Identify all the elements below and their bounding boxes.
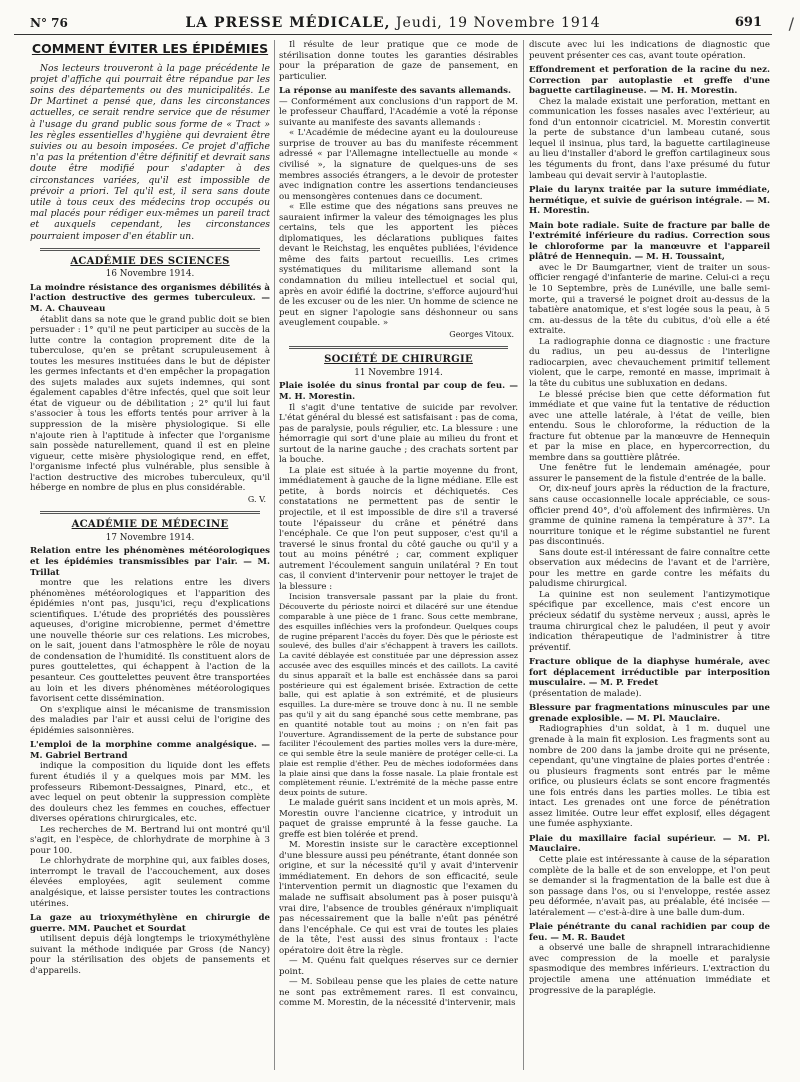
header-rule [14,34,772,35]
intro-paragraph: Nos lecteurs trouveront à la page précédente le projet d'affiche qui pourrait être répandue par les soins des départements ou des municipalités. Le Dr Martinet a pensé que, dans les circonstances actuelles, ce serait rendre service que de résumer à l'usage du grand public sous forme de « Tract » les règles essentielles d'hygiène qui devraient être suivies ou au besoin imposées. Ce projet d'affiche n'a pas la prétention d'être définitif et devrait sans doute être modifié pour s'adapter à des circonstances variées, qu'il est impossible de prévoir a priori. Tel qu'il est, il sera sans doute utile à tous ceux des médecins trop occupés ou mal placés pour rédiger eux-mêmes un pareil tract et auxquels cependant, les circonstances pourraient imposer d'en établir un. [30,62,270,242]
subhead-morphine: L'emploi de la morphine comme analgésique. — M. Gabriel Bertrand [30,740,270,761]
body-sinus-4: M. Morestin insiste sur le caractère exceptionnel d'une blessure aussi peu pénétrante, étant donnée son origine, et sur la nécessité qu'il y avait d'intervenir immédiatement. En dehors de son efficacité, seule l'intervention permit un diagnostic que l'examen du malade ne suffisait absolument pas à poser puisqu'à vrai dire, l'absence de troubles généraux n'impliquait pas nécessairement que la balle n'eût pas pénétré dans l'encéphale. Ce qui est vrai de toutes les plaies de la tête, l'est aussi des sinus frontaux : l'acte opératoire doit être la règle. [279,840,518,956]
body-gaze: utilisent depuis déjà longtemps le trioxyméthylène suivant la méthode indiquée par Gross (de Nancy) pour la stérilisation des objets de pansements et d'appareils. [30,934,270,976]
issue-date: Jeudi, 19 Novembre 1914 [395,15,601,31]
body-sinus-3: Le malade guérit sans incident et un mois après, M. Morestin ouvre l'ancienne cicatrice, y introduit un paquet de graisse emprunté à la fesse gauche. La greffe est bien tolérée et prend. [279,798,518,840]
body-radiale-2: La radiographie donna ce diagnostic : une fracture du radius, un peu au-dessus de l'interligne radiocarpien, avec chevauchement primitif tellement violent, que le carpe, remonté en masse, imprimait à la tête du cubitus une subluxation en dedans. [529,336,770,389]
body-radiale-3: Le blessé précise bien que cette déformation fut immédiate et que vaine fut la tentative de réduction avec une attelle latérale, à l'état de veille, bien entendu. Sous le chloroforme, la réduction de la fracture fut obtenue par la manœuvre de Hennequin et par la mise en place, en hypercorrection, du membre dans sa gouttière plâtrée. [529,389,770,463]
issue-number: N° 76 [30,16,68,30]
margin-mark: / [788,14,794,33]
section-date-sciences: 16 Novembre 1914. [105,269,195,280]
subhead-gaze: La gaze au trioxyméthylène en chirurgie de guerre. MM. Pauchet et Sourdat [30,913,270,934]
body-humerale: (présentation de malade). [529,688,642,699]
body-sinus-2: La plaie est située à la partie moyenne du front, immédiatement à gauche de la ligne médiane. Elle est petite, à bords noircis et déchiquetés. Ces constatations ne permettent pas de sentir le projectile, et il est impossible de dire s'il a traversé toute l'épaisseur du crâne et pénétré dans l'encéphale. Ce que l'on peut supposer, c'est qu'il a traversé le sinus frontal du côté gauche ou qu'il y a tout au moins pénétré ; car, comment expliquer autrement l'écoulement sanguin unilatéral ? En tout cas, il convient d'intervenir pour nettoyer le trajet de la blessure : [279,465,518,592]
section-title-medecine: ACADÉMIE DE MÉDECINE [71,519,229,531]
column-divider-1 [274,40,275,1070]
column-3 [529,40,770,1070]
body-gaze-cont: Il résulte de leur pratique que ce mode de stérilisation donne toutes les garanties désirables pour la préparation de gaze de pansement, en particulier. [279,40,518,82]
body-sinus: Il s'agit d'une tentative de suicide par revolver. L'état général du blessé est satisfaisant : pas de coma, pas de paralysie, pouls régulier, etc. La blessure : une hémorragie qui sort d'une plaie au milieu du front et surtout de la narine gauche ; des crachats sortent par la bouche. [279,402,518,466]
journal-name: LA PRESSE MÉDICALE, [185,15,391,31]
section-separator [289,346,508,349]
subhead-sinus: Plaie isolée du sinus frontal par coup de feu. — M. H. Morestin. [279,381,518,402]
quote-2: « Elle estime que des négations sans preuves ne sauraient infirmer la valeur des témoignages les plus certains, tels que les apportent les pièces diplomatiques, les déclarations publiques faites devant le Reichstag, les enquêtes publiées, l'évidence même des faits partout recueillis. Les crimes systématiques du militarisme allemand sont la condamnation du milieu intellectuel et social qui, après en avoir édifié la doctrine, s'efforce aujourd'hui de les excuser ou de les nier. Un homme de science ne peut en signer l'apologie sans déshonneur ou sans aveuglement coupable. » [279,202,518,329]
body-morphine-3: Le chlorhydrate de morphine qui, aux faibles doses, interrompt le travail de l'accouchement, aux doses élevées employées, agit seulement comme analgésique, et laisse persister toutes les contractions utérines. [30,856,270,909]
subhead-resistance: La moindre résistance des organismes débilités à l'action destructive des germes tuberculeux. — M. A. Chauveau [30,282,270,314]
subhead-reponse: La réponse au manifeste des savants allemands. [279,86,511,97]
body-meteo: montre que les relations entre les divers phénomènes météorologiques et l'apparition des épidémies n'ont pas, jusqu'ici, reçu d'explications scientifiques. L'étude des propriétés des poussières aqueuses, d'origine microbienne, permet d'émettre une nouvelle théorie sur ces relations. Les microbes, on le sait, jouent dans l'atmosphère le rôle de noyau de condensation de l'humidité. Ils constituent alors de pures gouttelettes, qui échappent à l'action de la pesanteur. Ces gouttelettes peuvent être transportées au loin et les divers phénomènes météorologiques favorisent cette dissémination. [30,578,270,705]
body-resistance: établit dans sa note que le grand public doit se bien persuader : 1° qu'il ne peut participer au succès de la lutte contre la contagion proprement dite de la tuberculose, qu'en se prêtant scrupuleusement à toutes les mesures instituées dans le but de dépister les germes infectants et d'en empêcher la propagation des sujets malades aux sujets indemnes, qui sont également capables d'être infectés, quel que soit leur état de vigueur ou de débilitation ; 2° qu'il lui faut s'associer à tous les efforts tentés pour arriver à la suppression de la misère physiologique. Si elle n'ajoute rien à l'aptitude à infecter que l'organisme sain possède naturellement, quand il est en pleine vigueur, cette misère physiologique rend, en effet, l'organisme infecté plus vulnérable, plus sensible à l'action destructive des microbes tuberculeux, qu'il héberge en nombre de plus en plus considérable. [30,314,270,494]
page-number: 691 [734,15,762,30]
body-cont: discute avec lui les indications de diagnostic que peuvent présenter ces cas, avant toute opération. [529,40,770,61]
body-sinus-small: Incision transversale passant par la plaie du front. Découverte du périoste noirci et dilacéré sur une étendue comparable à une pièce de 1 franc. Sous cette membrane, des esquilles infléchies vers la profondeur. Quelques coups de rugine préparent l'accès du foyer. Dès que le périoste est soulevé, des bulles d'air s'échappent à travers les caillots. La cavité déblayée est constituée par une dépression assez accusée avec des esquilles mincés et des caillots. La cavité du sinus apparaît et la balle est enchâssée dans sa paroi postérieure qui est également brisée. Extraction de cette balle, qui est aplatie à son extrémité, et de plusieurs esquilles. La dure-mère se trouve donc à nu. Il ne semble pas qu'il y ait du sang épanché sous cette membrane, pas en quantité notable tout au moins ; on n'en fait pas l'ouverture. Agrandissement de la perte de substance pour faciliter l'écoulement des parties molles vers la dure-mère, ce qui semble être la seule manière de protéger celle-ci. La plaie est remplie d'éther. Peu de mèches iodoformées dans la plaie ainsi que dans la fosse nasale. La plaie frontale est complètement réunie. L'extrémité de la mèche passe entre deux points de suture. [279,592,518,798]
body-morphine: indique la composition du liquide dont les effets furent étudiés il y a quelques mois par MM. les professeurs Ribemont-Dessaignes, Pinard, etc., et avec lequel on peut obtenir la suppression complète des douleurs chez les femmes en couches, effectuer diverses opérations chirurgicales, etc. [30,761,270,825]
quote-1: « L'Académie de médecine ayant eu la douloureuse surprise de trouver au bas du manifeste récemment adressé « par l'Allemagne intellectuelle au monde « civilisé », la signature de quelques-uns de ses membres associés étrangers, a le devoir de protester avec indignation contre les assertions tendancieuses ou mensongères contenues dans ce document. [279,128,518,202]
section-separator [40,511,260,514]
body-reponse: — Conformément aux conclusions d'un rapport de M. le professeur Chauffard, l'Académie a voté la réponse suivante au manifeste des savants allemands : [279,96,518,128]
body-radiale-5: Or, dix-neuf jours après la réduction de la fracture, sans cause occasionnelle locale appréciable, ce sous-officier prend 40°, d'où affolement des infirmières. Un gramme de quinine ramena la température à 37°. La nourriture tonique et le régime substantiel ne furent pas discontinués. [529,484,770,548]
journal-title [14,15,772,31]
body-meteo-2: On s'explique ainsi le mécanisme de transmission des maladies par l'air et aussi celui de l'origine des épidémies saisonnières. [30,704,270,736]
section-date-medecine: 17 Novembre 1914. [105,532,195,543]
subhead-grenade: Blessure par fragmentations minuscules par une grenade explosible. — M. Pl. Mauclaire. [529,703,770,724]
subhead-meteo: Relation entre les phénomènes météorologiques et les épidémies transmissibles par l'air. — M. Trillat [30,546,270,578]
body-rachidien: a observé une balle de shrapnell intrarachidienne avec compression de la moelle et paralysie spasmodique des membres inférieurs. L'extraction du projectile amena une atténuation immédiate et progressive de la paraplégie. [529,943,770,996]
body-radiale: avec le Dr Baumgartner, vient de traiter un sous-officier rengagé d'infanterie de marine. Celui-ci a reçu le 10 Septembre, près de Lunéville, une balle semi-morte, qui a traversé le poignet droit au-dessus de la tabatière anatomique, et s'est logée sous la peau, à 5 cm. au-dessus de la tête du cubitus, d'où elle a été extraite. [529,262,770,337]
body-morphine-2: Les recherches de M. Bertrand lui ont montré qu'il s'agit, en l'espèce, de chlorhydrate de morphine à 3 pour 100. [30,824,270,856]
subhead-rachidien: Plaie pénétrante du canal rachidien par coup de feu. — M. R. Baudet [529,922,770,943]
column-divider-2 [523,40,524,1070]
section-title-sciences: ACADÉMIE DES SCIENCES [70,255,230,267]
column-2 [279,40,518,1070]
signature-gv: G. V. [247,494,266,504]
body-radiale-6: Sans doute est-il intéressant de faire connaître cette observation aux médecins de l'avant et de l'arrière, pour les mettre en garde contre les méfaits du paludisme chirurgical. [529,547,770,590]
body-radiale-7: La quinine est non seulement l'antizymotique spécifique par excellence, mais c'est encore un précieux sédatif du système nerveux ; aussi, après le trauma chirurgical chez le paludéen, il peut y avoir indication thérapeutique de l'administrer à titre préventif. [529,589,770,653]
section-title-chirurgie: SOCIÉTÉ DE CHIRURGIE [324,354,473,366]
article-title-epidemies: COMMENT ÉVITER LES ÉPIDÉMIES [31,41,269,56]
body-grenade: Radiographies d'un soldat, à 1 m. duquel une grenade à la main fit explosion. Les fragments sont au nombre de 200 dans la jambe droite qui ne présente, cependant, qu'une vingtaine de plaies portes d'entrée : ou plusieurs fragments sont entrés par le même orifice, ou plusieurs éclats se sont encore fragmentés une fois entrés dans les parties molles. Le tibia est intact. Les grenades ont une force de pénétration assez limitée. Outre leur effet explosif, elles dégagent une fumée asphyxiante. [529,724,770,830]
signature-vitoux: Georges Vitoux. [449,329,514,339]
body-sobileau: — M. Sobileau pense que les plaies de cette nature ne sont pas extrêmement rares. Il est convaincu, comme M. Morestin, de la nécessité d'intervenir, mais [279,977,518,1009]
body-quenu: — M. Quénu fait quelques réserves sur ce dernier point. [279,956,518,977]
section-date-chirurgie: 11 Novembre 1914. [354,367,443,378]
body-nez: Chez la malade existait une perforation, mettant en communication les fosses nasales avec l'extérieur, au fond d'un entonnoir cicatriciel. M. Morestin convertit la perte de substance d'un lambeau cutané, sous lequel il insinua, plus tard, la baguette cartilagineuse au lieu d'installer d'abord le greffon cartilagineux sous les téguments du front, dans l'axe présumé du futur lambeau qui devait servir à l'autoplastie. [529,96,770,181]
subhead-radiale: Main bote radiale. Suite de fracture par balle de l'extrémité inférieure du radius. Correction sous le chloroforme par la manœuvre et l'appareil plâtré de Hennequin. — M. H. Toussaint, [529,220,770,263]
subhead-humerale: Fracture oblique de la diaphyse humérale, avec fort déplacement irréductible par interposition musculaire. — M. P. Fredet [529,657,770,689]
section-separator [40,248,260,251]
body-maxillaire: Cette plaie est intéressante à cause de la séparation complète de la balle et de son enveloppe, et l'on peut se demander si la fragmentation de la balle est due à son passage dans l'os, ou si l'enveloppe, restée assez peu déformée, n'avait pas, au préalable, été incisée — latéralement — c'est-à-dire à une balle dum-dum. [529,855,770,918]
subhead-maxillaire: Plaie du maxillaire facial supérieur. — M. Pl. Mauclaire. [529,833,770,855]
subhead-nez: Effondrement et perforation de la racine du nez. Correction par autoplastie et greffe d'une baguette cartilagineuse. — M. H. Morestin. [529,65,770,97]
column-1 [30,40,270,1070]
body-radiale-4: Une fenêtre fut le lendemain aménagée, pour assurer le pansement de la fistule d'entrée de la balle. [529,463,770,484]
subhead-larynx: Plaie du larynx traitée par la suture immédiate, hermétique, et suivie de guérison intégrale. — M. H. Morestin. [529,185,770,217]
page-header [14,12,772,34]
